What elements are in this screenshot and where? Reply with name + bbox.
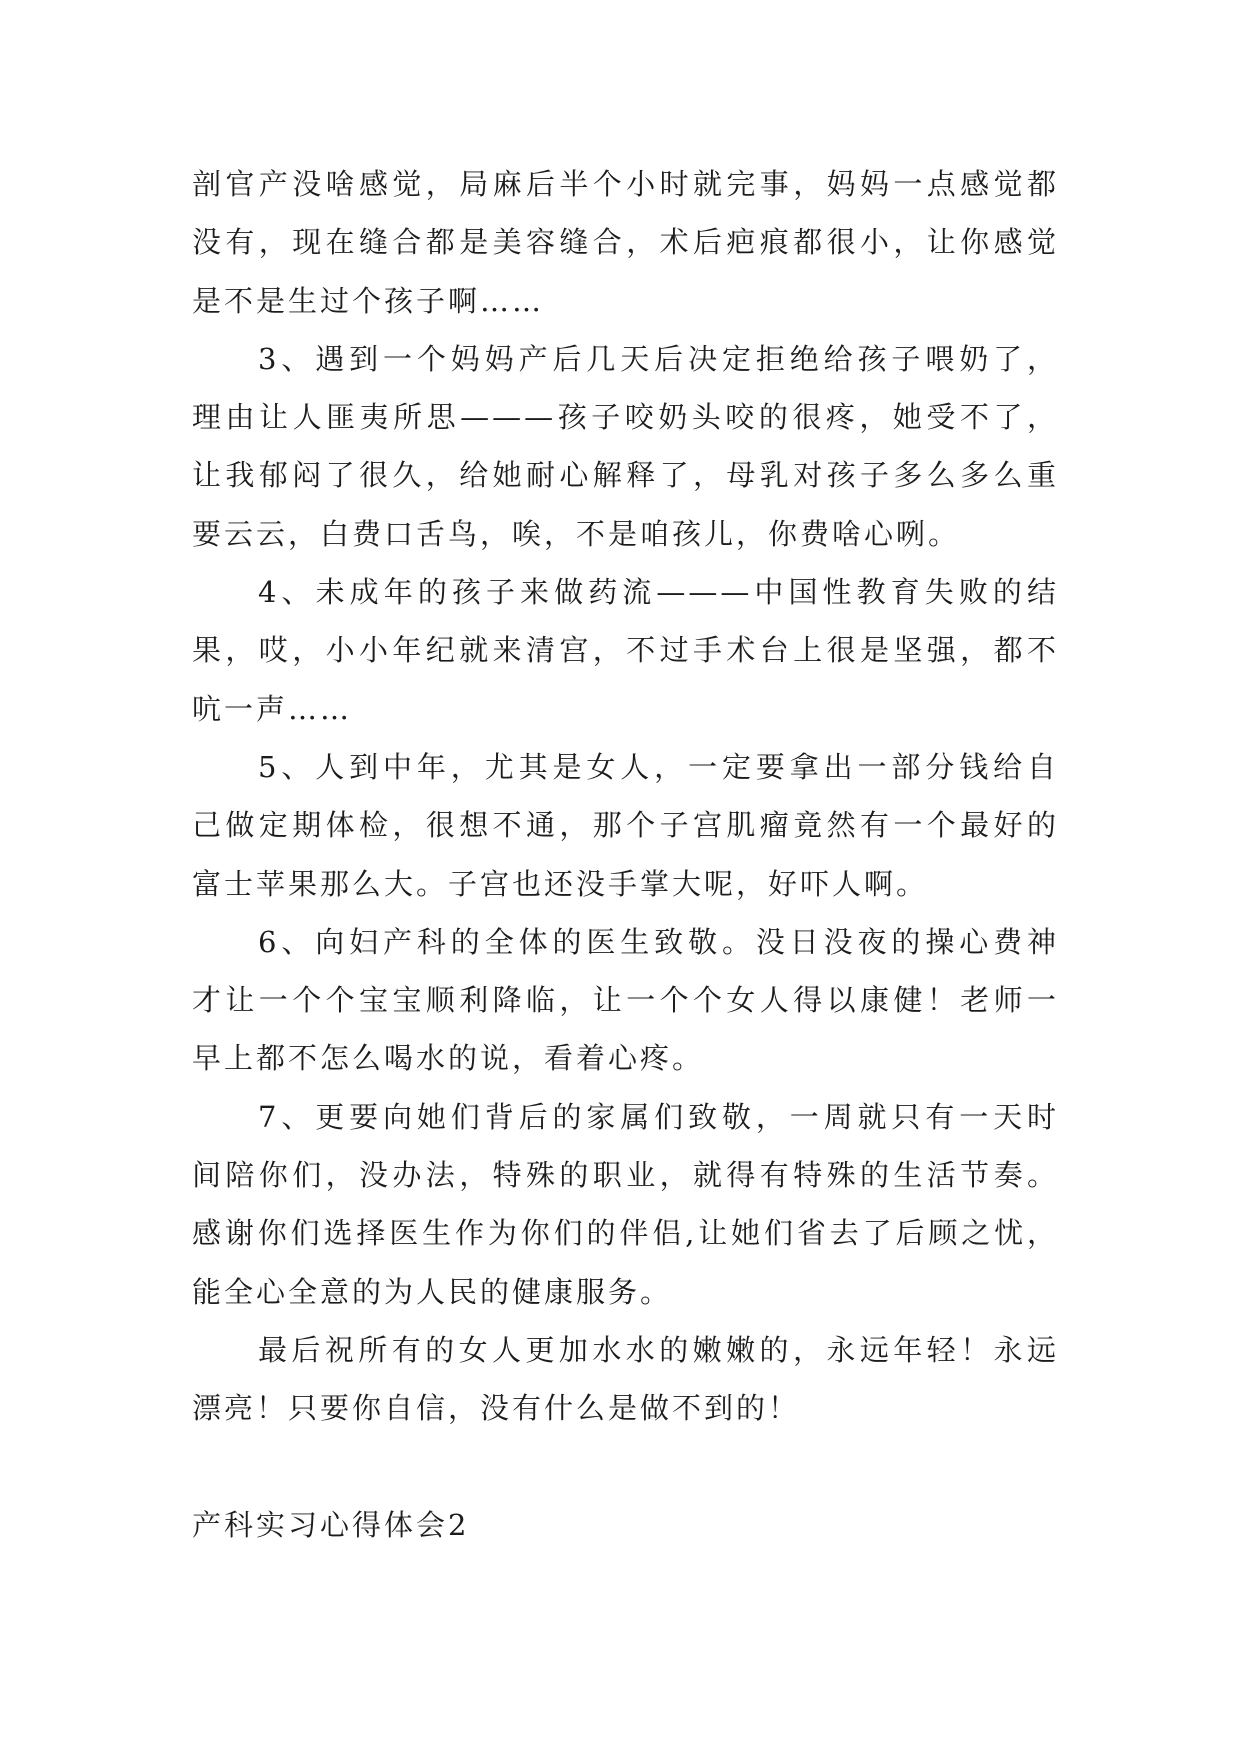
text-line: 让我郁闷了很久，给她耐心解释了，母乳对孩子多么多么重 [192, 458, 1059, 493]
section-heading: 产科实习心得体会2 [192, 1507, 470, 1542]
paragraph [192, 563, 1059, 738]
text-line: 剖官产没啥感觉，局麻后半个小时就完事，妈妈一点感觉都 [192, 167, 1059, 201]
text-line: 感谢你们选择医生作为你们的伴侣,让她们省去了后顾之忧， [192, 1216, 1059, 1251]
text-line: 早上都不怎么喝水的说，看着心疼。 [192, 1041, 705, 1076]
text-line: 能全心全意的为人民的健康服务。 [192, 1274, 673, 1309]
text-line: 3、遇到一个妈妈产后几天后决定拒绝给孩子喂奶了， [258, 341, 1059, 376]
paragraph [192, 913, 1059, 1088]
text-line: 没有，现在缝合都是美容缝合，术后疤痕都很小，让你感觉 [192, 225, 1059, 260]
paragraph [192, 330, 1059, 563]
text-line: 最后祝所有的女人更加水水的嫩嫩的，永远年轻！永远 [258, 1332, 1059, 1367]
paragraph [192, 1321, 1059, 1438]
text-line: 6、向妇产科的全体的医生致敬。没日没夜的操心费神 [258, 924, 1059, 959]
text-line: 吭一声…… [192, 691, 353, 726]
text-line: 理由让人匪夷所思———孩子咬奶头咬的很疼，她受不了， [192, 400, 1059, 435]
text-line: 果，哎，小小年纪就来清宫，不过手术台上很是坚强，都不 [192, 633, 1059, 668]
paragraph [192, 155, 1059, 330]
text-line: 要云云，白费口舌鸟，唉，不是咱孩儿，你费啥心咧。 [192, 516, 961, 551]
paragraph [192, 1088, 1059, 1321]
text-line: 4、未成年的孩子来做药流———中国性教育失败的结 [258, 575, 1059, 610]
text-line: 己做定期体检，很想不通，那个子宫肌瘤竟然有一个最好的 [192, 808, 1059, 843]
text-line: 7、更要向她们背后的家属们致敬，一周就只有一天时 [258, 1099, 1059, 1134]
text-line: 间陪你们，没办法，特殊的职业，就得有特殊的生活节奏。 [192, 1158, 1059, 1193]
paragraph [192, 738, 1059, 913]
document-body [192, 155, 1059, 1554]
text-line: 才让一个个宝宝顺利降临，让一个个女人得以康健！老师一 [192, 983, 1059, 1018]
text-line: 是不是生过个孩子啊…… [192, 283, 545, 318]
blank-line [192, 1438, 1059, 1496]
text-line: 漂亮！只要你自信，没有什么是做不到的！ [192, 1391, 801, 1426]
text-line: 5、人到中年，尤其是女人，一定要拿出一部分钱给自 [258, 749, 1059, 784]
text-line: 富士苹果那么大。子宫也还没手掌大呢，好吓人啊。 [192, 866, 929, 901]
